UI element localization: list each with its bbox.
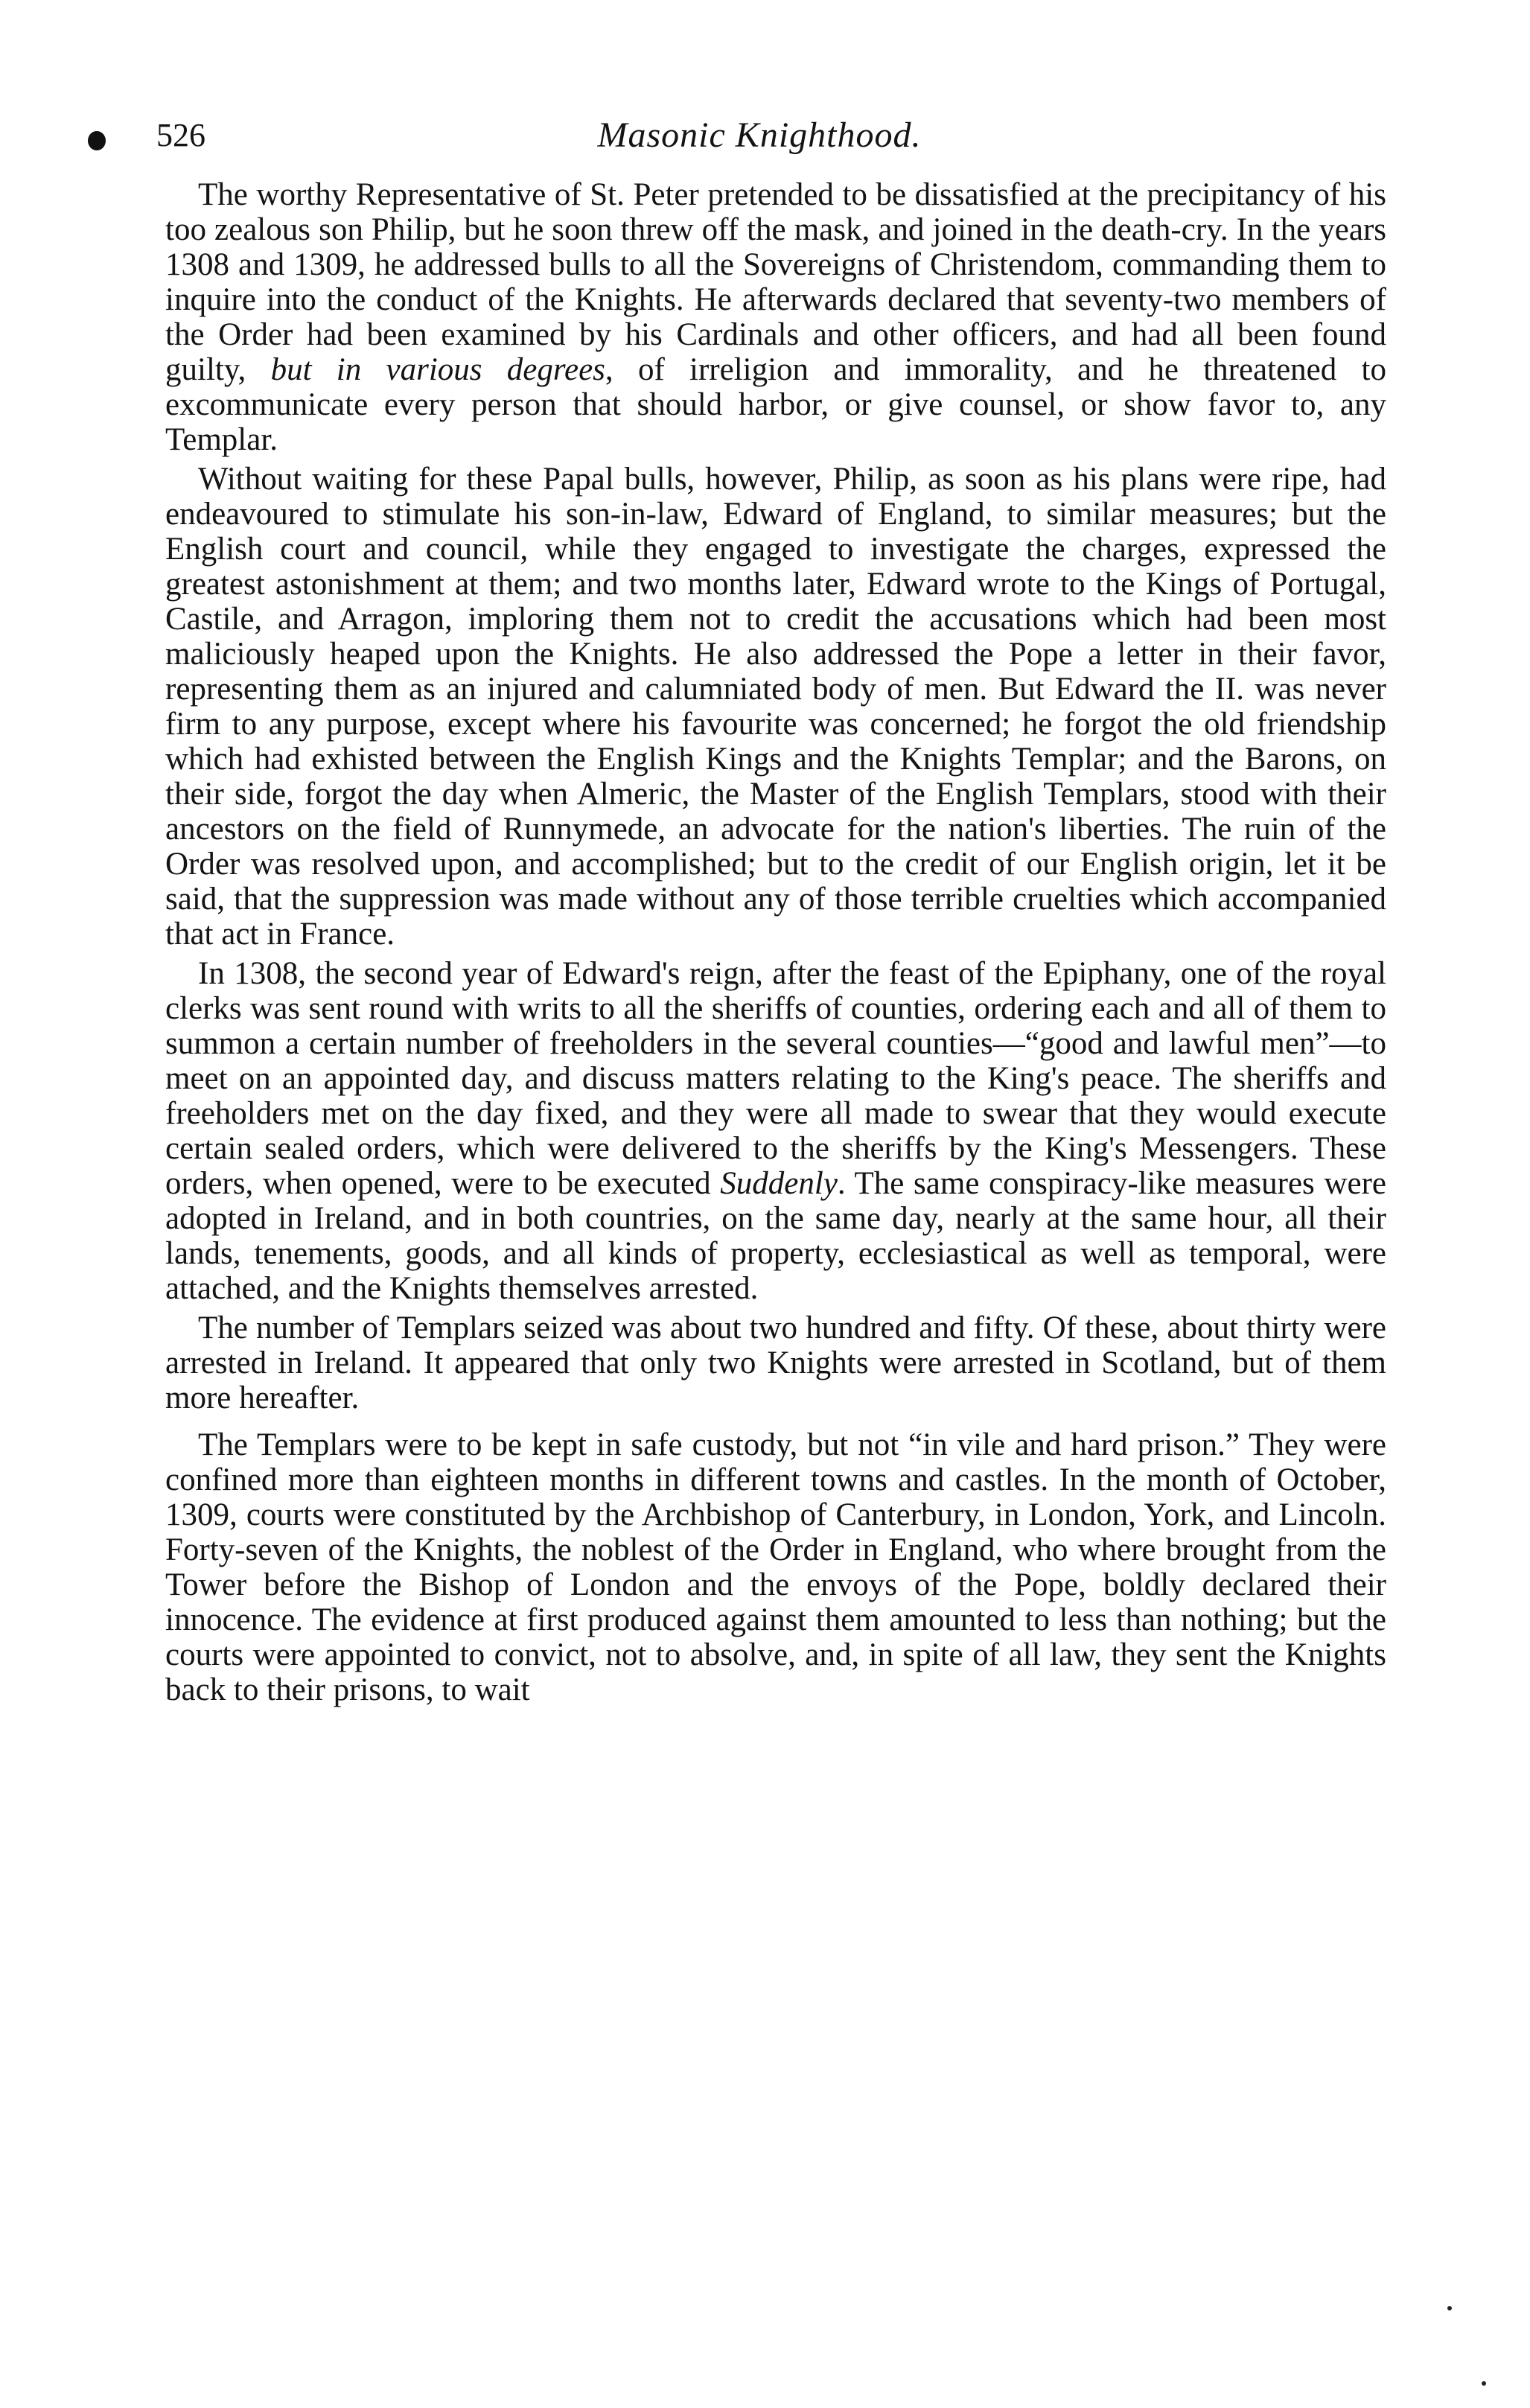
paragraph-sealed-orders [165, 956, 1386, 1306]
stray-ink-mark [1447, 2306, 1452, 2310]
paragraph-templars-seized [165, 1310, 1386, 1415]
paragraph-papal-bulls [165, 177, 1386, 457]
running-title: Masonic Knighthood. [597, 115, 922, 155]
paragraph-text: The Templars were to be kept in safe custody, but not “in vile and hard prison.” They were confined more than eighteen months in different towns and castles. In the month of October, 1309, courts were constituted by the Archbishop of Canterbury, in London, York, and Lincoln. Forty-seven of the Knights, the noblest of the Order in England, who where brought from the Tower before the Bishop of London and the envoys of the Pope, boldly declared their innocence. The evidence at first produced against them amounted to less than nothing; but the courts were appointed to convict, not to absolve, and, in spite of all law, they sent the Knights back to their prisons, to wait [165, 1427, 1386, 1707]
stray-ink-mark [1482, 2381, 1486, 2386]
page-body [165, 177, 1386, 1712]
margin-ink-dot [88, 131, 106, 150]
paragraph-text: Without waiting for these Papal bulls, however, Philip, as soon as his plans were ripe, had endeavoured to stimulate his son-in-law, Edward of England, to similar measures; but the English court and council, while they engaged to investigate the charges, expressed the greatest astonishment at them; and two months later, Edward wrote to the Kings of Portugal, Castile, and Arragon, imploring them not to credit the accusations which had been most maliciously heaped upon the Knights. He also addressed the Pope a letter in their favor, representing them as an injured and calumniated body of men. But Edward the II. was never firm to any purpose, except where his favourite was concerned; he forgot the old friendship which had exhisted between the English Kings and the Knights Templar; and the Barons, on their side, forgot the day when Almeric, the Master of the English Templars, stood with their ancestors on the field of Runnymede, an advocate for the nation's liberties. The ruin of the Order was resolved upon, and accomplished; but to the credit of our English origin, let it be said, that the suppression was made without any of those terrible cruelties which accompanied that act in France. [165, 462, 1386, 952]
page-header [149, 112, 1370, 164]
paragraph-text: In 1308, the second year of Edward's reign, after the feast of the Epiphany, one of the royal clerks was sent round with writs to all the sheriffs of counties, ordering each and all of them to summon a certain number of freeholders in the several counties—“good and lawful men”—to meet on an appointed day, and discuss matters relating to the King's peace. The sheriffs and freeholders met on the day fixed, and they were all made to swear that they would execute certain sealed orders, which were delivered to the sheriffs by the King's Messengers. These orders, when opened, were to be executed [165, 956, 1386, 1201]
paragraph-safe-custody [165, 1427, 1386, 1707]
paragraph-text: The number of Templars seized was about two hundred and fifty. Of these, about thirty were arrested in Ireland. It appeared that only two Knights were arrested in Scotland, but of them more hereafter. [165, 1310, 1386, 1415]
paragraph-text: , of irreligion and immorality, and he threatened to excommunicate every person that should harbor, or give counsel, or show favor to, any Templar. [165, 352, 1386, 457]
paragraph-italic: Suddenly [720, 1166, 838, 1201]
paragraph-text: . The same conspiracy-like measures were adopted in Ireland, and in both countries, on the same day, nearly at the same hour, all their lands, tenements, goods, and all kinds of property, ecclesiastical as well as temporal, were attached, and the Knights themselves arrested. [165, 1166, 1386, 1306]
paragraph-edward-of-england [165, 462, 1386, 952]
page-number: 526 [156, 117, 205, 153]
paragraph-italic: but in various degrees [270, 352, 605, 387]
paragraph-text: The worthy Representative of St. Peter pretended to be dissatisfied at the precipitancy of his too zealous son Philip, but he soon threw off the mask, and joined in the death-cry. In the years 1308 and 1309, he addressed bulls to all the Sovereigns of Christendom, commanding them to inquire into the conduct of the Knights. He afterwards declared that seventy-two members of the Order had been examined by his Cardinals and other officers, and had all been found guilty, [165, 177, 1386, 387]
